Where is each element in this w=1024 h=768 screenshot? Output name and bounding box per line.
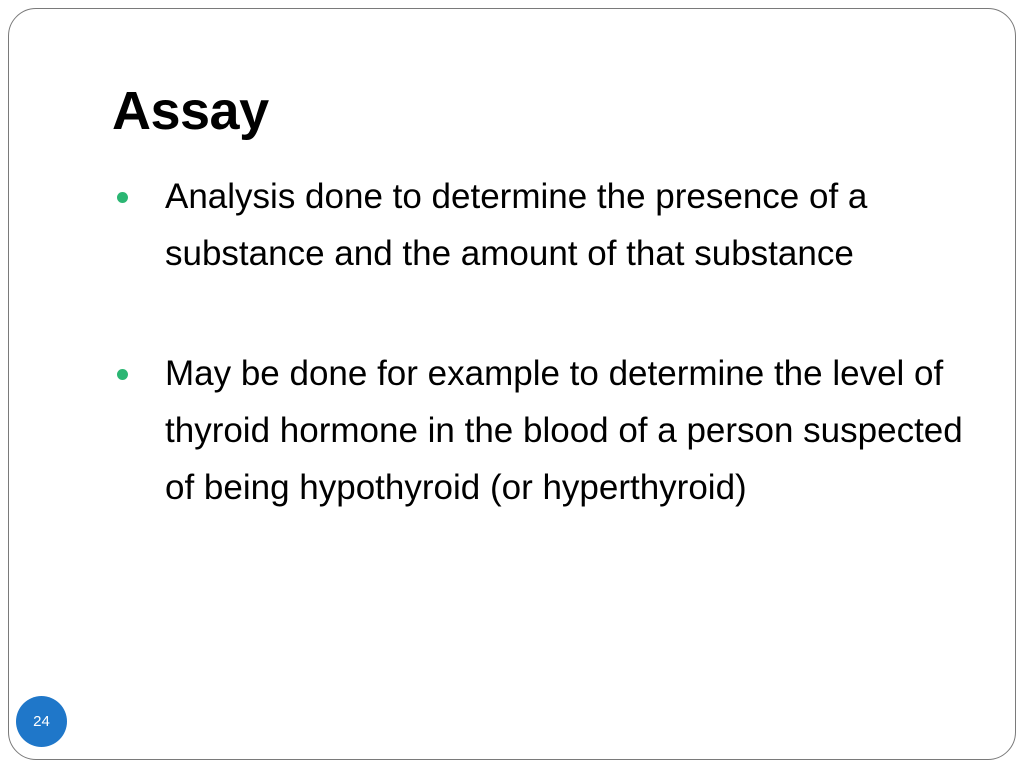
page-number: 24 bbox=[33, 713, 50, 730]
bullet-item bbox=[112, 168, 972, 282]
bullet-text: Analysis done to determine the presence of a substance and the amount of that substance bbox=[165, 177, 868, 273]
bullet-dot-icon bbox=[117, 192, 128, 203]
page-number-badge bbox=[16, 696, 67, 747]
bullet-list bbox=[112, 168, 972, 516]
bullet-item bbox=[112, 345, 972, 516]
bullet-text: May be done for example to determine the level of thyroid hormone in the blood of a person suspected of being hypothyroid (or hyperthyroid) bbox=[165, 354, 963, 507]
slide-title: Assay bbox=[112, 81, 269, 141]
bullet-dot-icon bbox=[117, 369, 128, 380]
